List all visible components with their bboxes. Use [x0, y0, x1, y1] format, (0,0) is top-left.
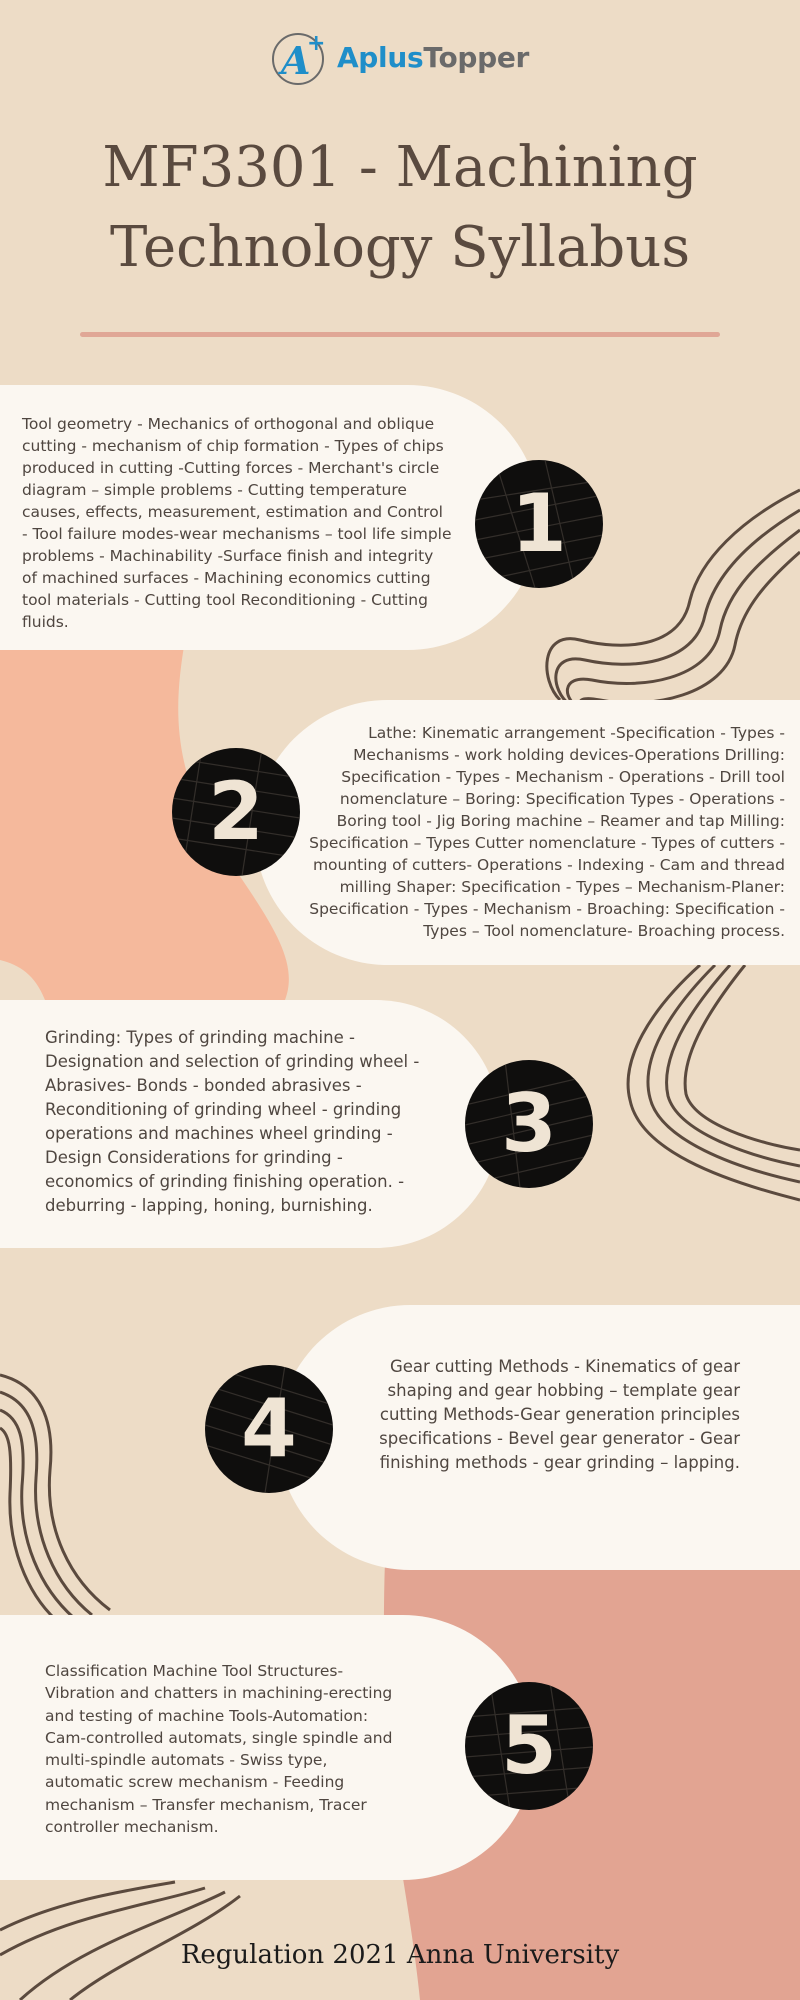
aplus-logo-icon — [271, 28, 329, 86]
unit-card-1 — [0, 385, 540, 650]
unit-card-3 — [0, 1000, 500, 1248]
unit-card-5 — [0, 1615, 535, 1880]
unit-text-3: Grinding: Types of grinding machine - Designation and selection of grinding wheel - Abrasives- Bonds - bonded abrasives - Reconditioning of grinding wheel - grinding operations and machines wheel grinding - Design Considerations for grinding - economics of grinding finishing operation. - deburring - lapping, honing, burnishing. — [45, 1028, 420, 1215]
wavy-lines-right-middle — [628, 965, 800, 1200]
brand-name — [337, 41, 529, 74]
wavy-lines-left — [0, 1375, 110, 1620]
unit-text-2: Lathe: Kinematic arrangement -Specification - Types - Mechanisms - work holding devices-Operations Drilling: Specification - Types - Mechanism - Operations - Drill tool nomenclature – Boring: Specification Types - Operations - Boring tool - Jig Boring machine – Reamer and tap Milling: Specification – Types Cutter nomenclature - Types of cutters - mounting of cutters- Operations - Indexing - Cam and thread milling Shaper: Specification - Types – Mechanism-Planer: Specification - Types - Mechanism - Broaching: Specification - Types – Tool nomenclature- Broaching process. — [309, 724, 785, 940]
unit-number-2: 2 — [208, 765, 264, 858]
unit-number-3: 3 — [501, 1077, 557, 1170]
unit-number-1: 1 — [511, 477, 567, 570]
unit-text-1: Tool geometry - Mechanics of orthogonal and oblique cutting - mechanism of chip formation - Types of chips produced in cutting -Cutting forces - Merchant's circle diagram – simple problems - Cutting temperature causes, effects, measurement, estimation and Control - Tool failure modes-wear mechanisms – tool life simple problems - Machinability -Surface finish and integrity of machined surfaces - Machining economics cutting tool materials - Cutting tool Reconditioning - Cutting fluids. — [22, 415, 452, 631]
unit-card-2 — [255, 700, 800, 965]
brand-logo[interactable] — [0, 28, 800, 86]
svg-text:+: + — [306, 31, 326, 56]
unit-badge-3 — [465, 1060, 593, 1188]
title-divider — [80, 332, 720, 337]
page-title: MF3301 - Machining Technology Syllabus — [102, 135, 698, 280]
unit-text-5: Classification Machine Tool Structures- Vibration and chatters in machining-erecting and testing of machine Tools-Automation: Cam-controlled automats, single spindle and multi-spindle automats - Swiss type, automatic screw mechanism - Feeding mechanism – Transfer mechanism, Tracer controller mechanism. — [45, 1662, 393, 1837]
unit-number-4: 4 — [241, 1382, 297, 1475]
svg-text:A: A — [280, 38, 311, 83]
unit-text-4: Gear cutting Methods - Kinematics of gear shaping and gear hobbing – template gear cutting Methods-Gear generation principles specifications - Bevel gear generator - Gear finishing methods - gear grinding – lapping. — [379, 1357, 740, 1472]
unit-badge-1 — [475, 460, 603, 588]
brand-name-part2: Topper — [423, 40, 530, 74]
unit-badge-5 — [465, 1682, 593, 1810]
brand-name-part1: Aplus — [336, 40, 424, 74]
unit-badge-2 — [172, 748, 300, 876]
unit-number-5: 5 — [501, 1699, 557, 1792]
unit-card-4 — [278, 1305, 800, 1570]
unit-badge-4 — [205, 1365, 333, 1493]
footer-regulation: Regulation 2021 Anna University — [180, 1940, 620, 1970]
